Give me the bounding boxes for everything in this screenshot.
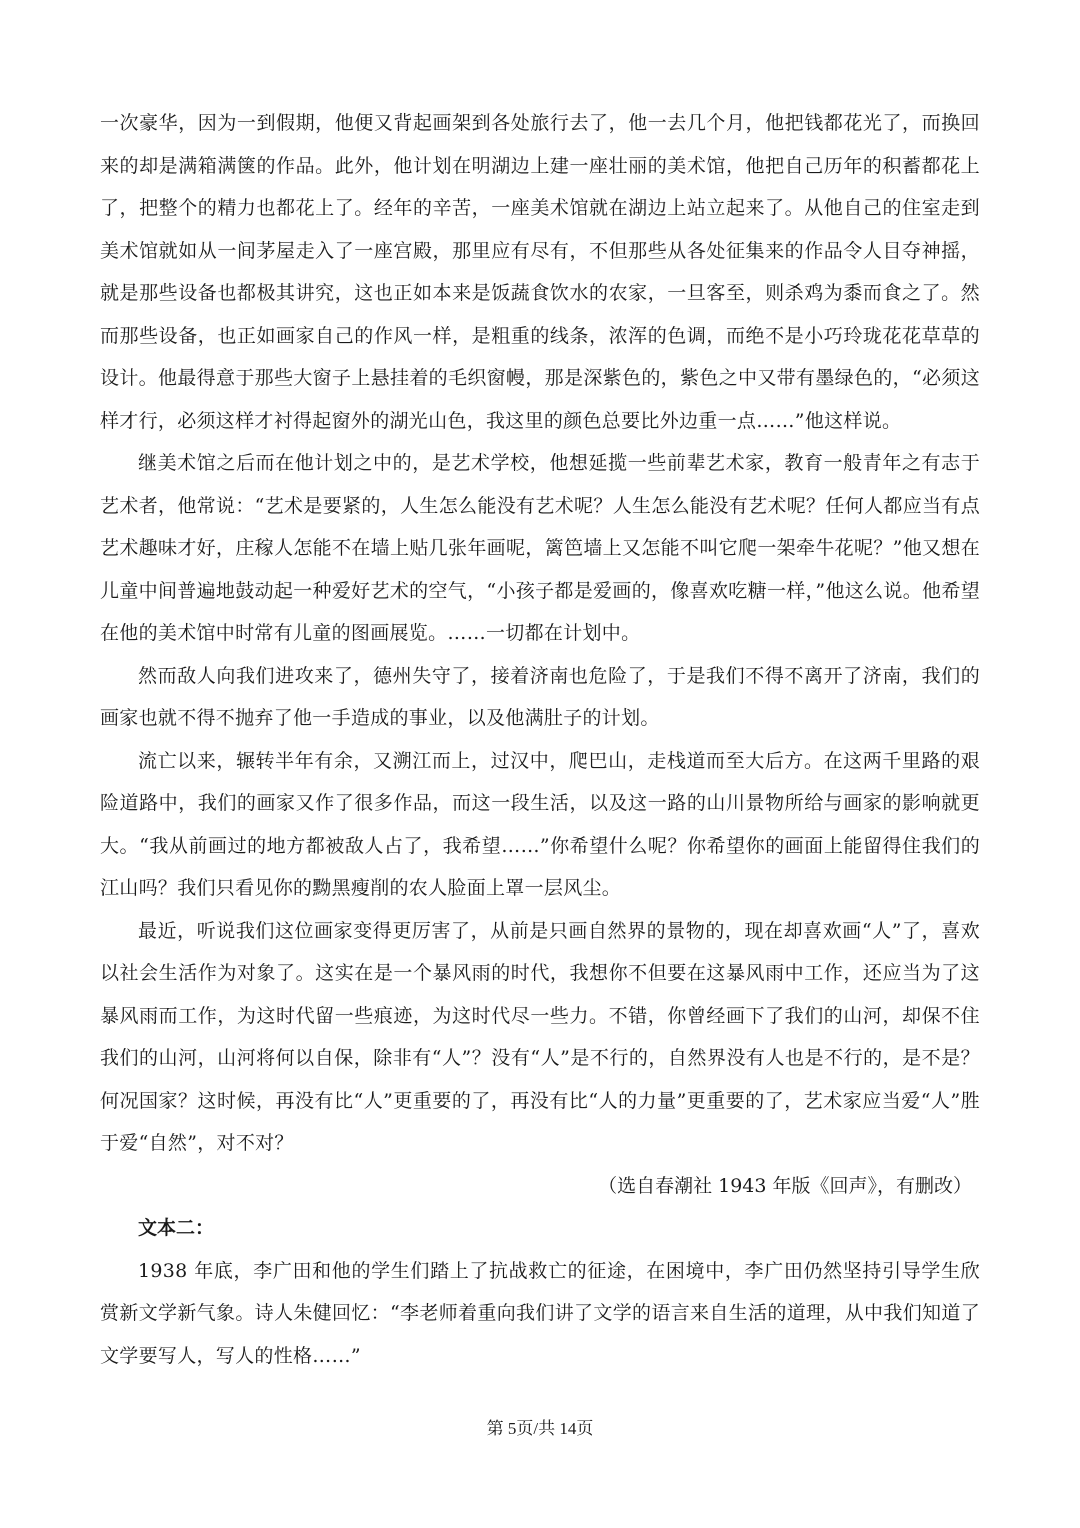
document-body [100,102,980,1377]
paragraph-recent: 最近，听说我们这位画家变得更厉害了，从前是只画自然界的景物的，现在却喜欢画“人”了，喜欢以社会生活作为对象了。这实在是一个暴风雨的时代，我想你不但要在这暴风雨中工作，还应当为了这暴风雨而工作，为这时代留一些痕迹，为这时代尽一些力。不错，你曾经画下了我们的山河，却保不住我们的山河，山河将何以自保，除非有“人”？没有“人”是不行的，自然界没有人也是不行的，是不是？何况国家？这时候，再没有比“人”更重要的了，再没有比“人的力量”更重要的了，艺术家应当爱“人”胜于爱“自然”，对不对？ [100,919,980,1154]
paragraph-art-school: 继美术馆之后而在他计划之中的，是艺术学校，他想延揽一些前辈艺术家，教育一般青年之有志于艺术者，他常说：“艺术是要紧的，人生怎么能没有艺术呢？人生怎么能没有艺术呢？任何人都应当有点艺术趣味才好，庄稼人怎能不在墙上贴几张年画呢，篱笆墙上又怎能不叫它爬一架牵牛花呢？”他又想在儿童中间普遍地鼓动起一种爱好艺术的空气，“小孩子都是爱画的，像喜欢吃糖一样，”他这么说。他希望在他的美术馆中时常有儿童的图画展览。……一切都在计划中。 [100,452,980,644]
paragraph-exile: 流亡以来，辗转半年有余，又溯江而上，过汉中，爬巴山，走栈道而至大后方。在这两千里路的艰险道路中，我们的画家又作了很多作品，而这一段生活，以及这一路的山川景物所给与画家的影响就更大。“我从前画过的地方都被敌人占了，我希望……”你希望什么呢？你希望你的画面上能留得住我们的江山吗？我们只看见你的黝黑瘦削的农人脸面上罩一层风尘。 [100,749,980,899]
page-footer: 第 5页/共 14页 [486,1419,594,1438]
section-two-label: 文本二： [138,1217,215,1239]
source-note: （选自春潮社 1943 年版《回声》，有删改） [598,1174,972,1197]
paragraph-enemy-attack: 然而敌人向我们进攻来了，德州失守了，接着济南也危险了，于是我们不得不离开了济南，我们的画家也就不得不抛弃了他一手造成的事业，以及他满肚子的计划。 [100,664,980,729]
paragraph-text-two: 1938 年底，李广田和他的学生们踏上了抗战救亡的征途，在困境中，李广田仍然坚持引导学生欣赏新文学新气象。诗人朱健回忆：“李老师着重向我们讲了文学的语言来自生活的道理，从中我们知道了文学要写人，写人的性格……” [100,1259,980,1367]
paragraph-continued: 一次豪华，因为一到假期，他便又背起画架到各处旅行去了，他一去几个月，他把钱都花光了，而换回来的却是满箱满箧的作品。此外，他计划在明湖边上建一座壮丽的美术馆，他把自己历年的积蓄都花上了，把整个的精力也都花上了。经年的辛苦，一座美术馆就在湖边上站立起来了。从他自己的住室走到美术馆就如从一间茅屋走入了一座宫殿，那里应有尽有，不但那些从各处征集来的作品令人目夺神摇，就是那些设备也都极其讲究，这也正如本来是饭蔬食饮水的农家，一旦客至，则杀鸡为黍而食之了。然而那些设备，也正如画家自己的作风一样，是粗重的线条，浓浑的色调，而绝不是小巧玲珑花花草草的设计。他最得意于那些大窗子上悬挂着的毛织窗幔，那是深紫色的，紫色之中又带有墨绿色的，“必须这样才行，必须这样才衬得起窗外的湖光山色，我这里的颜色总要比外边重一点……”他这样说。 [100,112,980,432]
